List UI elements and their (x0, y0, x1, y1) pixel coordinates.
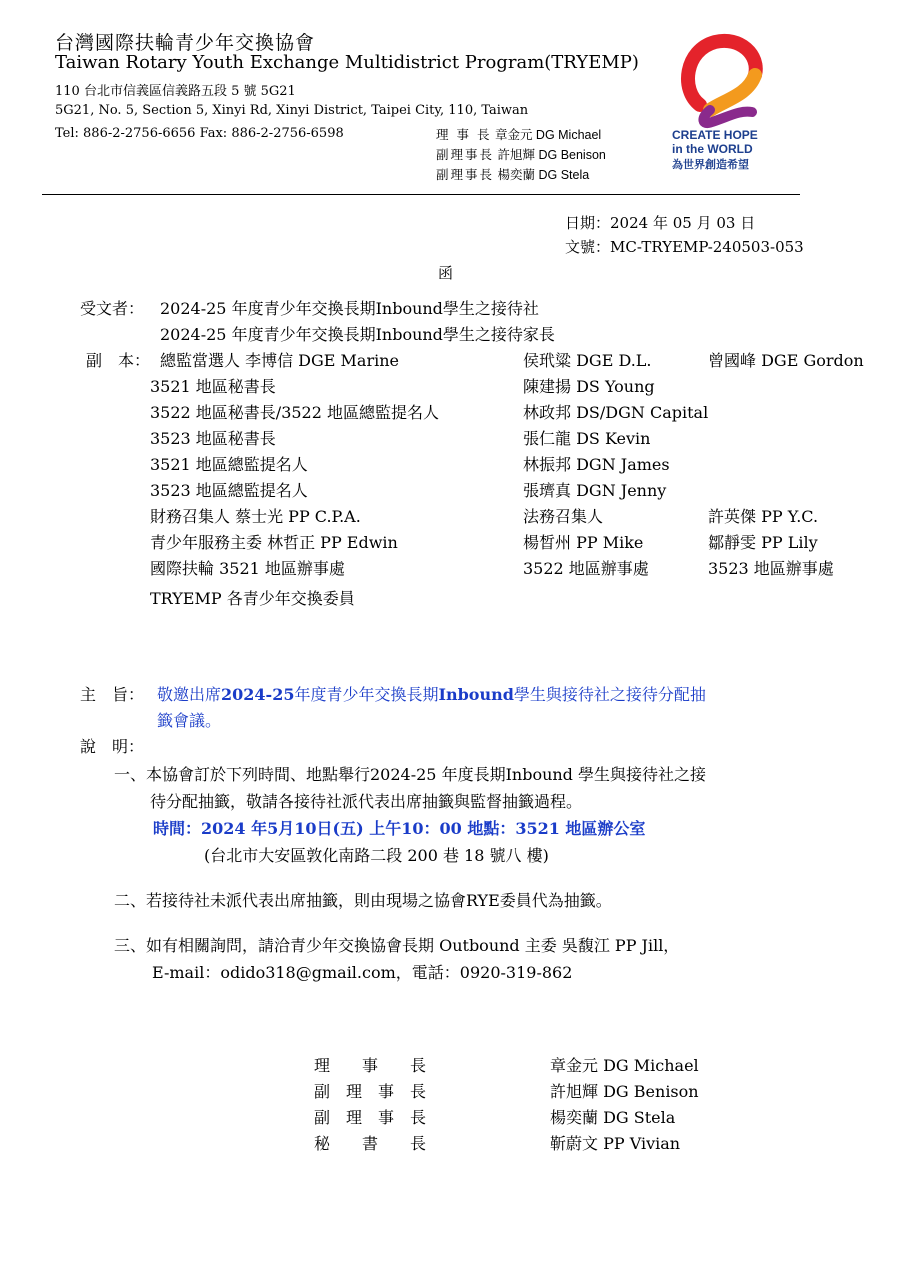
item-3-line-2: E-mail：odido318@gmail.com，電話：0920-319-862 (152, 963, 573, 982)
cc-cell: 林振邦 DGN James (523, 455, 670, 474)
signature-name: 靳蔚文 PP Vivian (550, 1134, 681, 1153)
cc-cell: 法務召集人 (523, 507, 604, 526)
cc-cell: 3522 地區辦事處 (523, 559, 649, 578)
item-1-line-2: 待分配抽籤，敬請各接待社派代表出席抽籤與監督抽籤過程。 (150, 792, 583, 811)
officer-chair: 理 事 長 章金元 DG Michael (436, 127, 602, 142)
org-name-zh: 台灣國際扶輪青少年交換協會 (55, 32, 316, 54)
doc-number: 文號：MC-TRYEMP-240503-053 (565, 238, 804, 256)
doc-type: 函 (438, 264, 454, 282)
signature-name: 楊奕蘭 DG Stela (550, 1108, 676, 1127)
cc-cell: TRYEMP 各青少年交換委員 (150, 589, 355, 608)
cc-cell: 張仁龍 DS Kevin (523, 429, 651, 448)
cc-cell: 3523 地區總監提名人 (150, 481, 308, 500)
item-3-line-1: 三、如有相關詢問，請洽青少年交換協會長期 Outbound 主委 吳馥江 PP Jill， (114, 936, 680, 955)
signature-name: 章金元 DG Michael (550, 1056, 699, 1075)
subject-line-1: 敬邀出席2024-25年度青少年交換長期Inbound學生與接待社之接待分配抽 (157, 685, 706, 704)
recipients-label: 受文者： (80, 299, 145, 318)
cc-cell: 鄒靜雯 PP Lily (708, 533, 818, 552)
cc-cell: 3523 地區辦事處 (708, 559, 834, 578)
cc-cell: 許英傑 PP Y.C. (708, 507, 819, 526)
signature-title: 副 理 事 長 (314, 1082, 427, 1101)
cc-cell: 3521 地區秘書長 (150, 377, 276, 396)
cc-label: 副 本： (86, 351, 151, 370)
cc-cell: 國際扶輪 3521 地區辦事處 (150, 559, 345, 578)
signature-title: 理 事 長 (314, 1056, 427, 1075)
doc-date: 日期：2024 年 05 月 03 日 (565, 214, 756, 232)
item-2: 二、若接待社未派代表出席抽籤，則由現場之協會RYE委員代為抽籤。 (114, 891, 612, 910)
signature-title: 秘 書 長 (314, 1134, 427, 1153)
cc-cell: 陳建揚 DS Young (523, 377, 655, 396)
time-place: 時間：2024 年5月10日(五) 上午10：00 地點：3521 地區辦公室 (153, 819, 646, 838)
logo-line-2: in the WORLD (672, 142, 753, 156)
cc-cell: 總監當選人 李博信 DGE Marine (160, 351, 400, 370)
recipient-line-1: 2024-25 年度青少年交換長期Inbound學生之接待社 (160, 299, 539, 318)
cc-cell: 林政邦 DS/DGN Capital (523, 403, 709, 422)
cc-cell: 張璾真 DGN Jenny (523, 481, 667, 500)
cc-cell: 3523 地區秘書長 (150, 429, 276, 448)
address-zh: 110 台北市信義區信義路五段 5 號 5G21 (55, 84, 296, 99)
cc-cell: 曾國峰 DGE Gordon (708, 351, 864, 370)
subject-label: 主 旨： (80, 685, 145, 704)
body-label: 說 明： (80, 737, 145, 756)
logo-line-1: CREATE HOPE (672, 128, 758, 142)
header-divider (42, 194, 800, 195)
cc-cell: 侯玳粱 DGE D.L. (523, 351, 652, 370)
tel-fax: Tel: 886-2-2756-6656 Fax: 886-2-2756-6598 (55, 126, 344, 141)
signature-title: 副 理 事 長 (314, 1108, 427, 1127)
logo-line-3: 為世界創造希望 (672, 158, 749, 171)
location: (台北市大安區敦化南路二段 200 巷 18 號八 樓) (204, 846, 549, 865)
address-en: 5G21, No. 5, Section 5, Xinyi Rd, Xinyi District, Taipei City, 110, Taiwan (55, 103, 529, 118)
cc-cell: 楊晳州 PP Mike (523, 533, 644, 552)
org-name-en: Taiwan Rotary Youth Exchange Multidistrict Program(TRYEMP) (55, 52, 639, 73)
recipient-line-2: 2024-25 年度青少年交換長期Inbound學生之接待家長 (160, 325, 555, 344)
cc-cell: 財務召集人 蔡士光 PP C.P.A. (150, 507, 361, 526)
subject-line-2: 籤會議。 (157, 711, 222, 730)
cc-cell: 3522 地區秘書長/3522 地區總監提名人 (150, 403, 440, 422)
officer-vice-1: 副理事長 許旭輝 DG Benison (436, 147, 606, 162)
signature-name: 許旭輝 DG Benison (550, 1082, 699, 1101)
cc-cell: 青少年服務主委 林哲正 PP Edwin (150, 533, 398, 552)
cc-cell: 3521 地區總監提名人 (150, 455, 308, 474)
item-1-line-1: 一、本協會訂於下列時間、地點舉行2024-25 年度長期Inbound 學生與接待社之接 (114, 765, 707, 784)
officer-vice-2: 副理事長 楊奕蘭 DG Stela (436, 167, 590, 182)
